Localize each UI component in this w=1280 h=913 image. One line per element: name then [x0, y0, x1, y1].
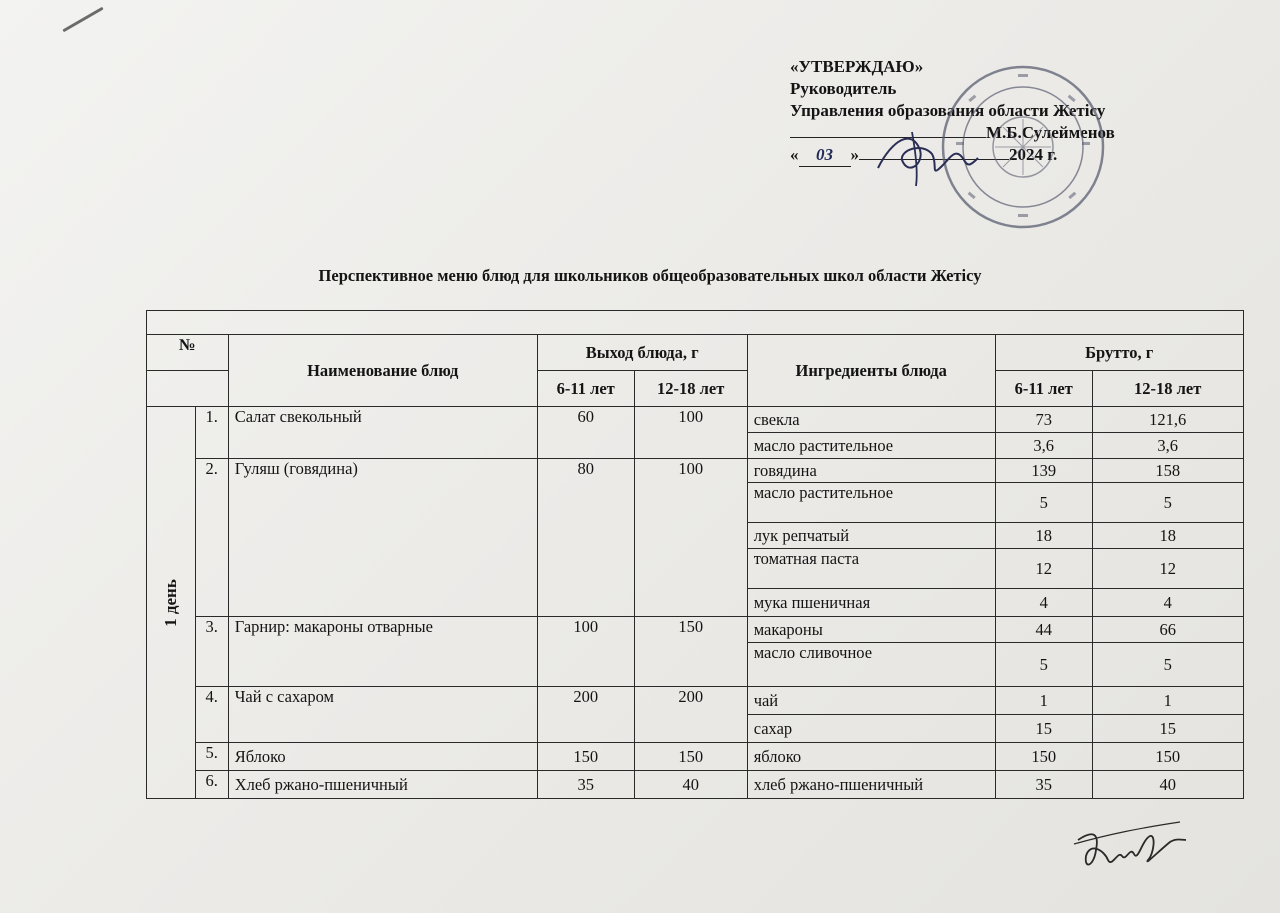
number-header: №: [147, 335, 229, 371]
ingredient-gross-6-11: 18: [995, 523, 1092, 549]
ingredient-gross-6-11: 1: [995, 687, 1092, 715]
gross-age-12-18: 12-18 лет: [1092, 371, 1243, 407]
approval-date-year: 2024 г.: [1009, 145, 1058, 164]
gross-age-6-11: 6-11 лет: [995, 371, 1092, 407]
day-label-cell: [147, 407, 196, 799]
ingredient-name: масло растительное: [747, 433, 995, 459]
ingredient-name: масло растительное: [747, 483, 995, 523]
ingredient-gross-12-18: 4: [1092, 589, 1243, 617]
dish-name: Гарнир: макароны отварные: [228, 617, 537, 687]
ingredient-name: говядина: [747, 459, 995, 483]
approval-position: Руководитель: [790, 79, 897, 98]
ingredient-name: яблоко: [747, 743, 995, 771]
ingredient-gross-12-18: 5: [1092, 643, 1243, 687]
signature-mark: [872, 120, 982, 190]
ingredient-gross-12-18: 66: [1092, 617, 1243, 643]
ingredient-gross-6-11: 35: [995, 771, 1092, 799]
ingredient-gross-12-18: 12: [1092, 549, 1243, 589]
dish-yield-12-18: 200: [634, 687, 747, 743]
week-header: [147, 311, 1244, 335]
ingredients-header: Ингредиенты блюда: [747, 335, 995, 407]
ingredient-name: томатная паста: [747, 549, 995, 589]
dish-name-header: Наименование блюд: [228, 335, 537, 407]
dish-yield-12-18: 40: [634, 771, 747, 799]
bottom-signature-mark: [1070, 810, 1190, 880]
ingredient-name: свекла: [747, 407, 995, 433]
dish-name: Яблоко: [228, 743, 537, 771]
dish-yield-12-18: 100: [634, 459, 747, 617]
dish-number: 4.: [195, 687, 228, 743]
yield-age-12-18: 12-18 лет: [634, 371, 747, 407]
page-title: Перспективное меню блюд для школьников общеобразовательных школ области Жетісу: [318, 266, 982, 285]
ingredient-gross-12-18: 18: [1092, 523, 1243, 549]
dish-yield-12-18: 100: [634, 407, 747, 459]
dish-yield-6-11: 150: [537, 743, 634, 771]
ingredient-name: чай: [747, 687, 995, 715]
ingredient-gross-12-18: 150: [1092, 743, 1243, 771]
ingredient-gross-12-18: 15: [1092, 715, 1243, 743]
ingredient-gross-12-18: 40: [1092, 771, 1243, 799]
yield-header: Выход блюда, г: [537, 335, 747, 371]
dish-number: 1.: [195, 407, 228, 459]
dish-number: 5.: [195, 743, 228, 771]
dish-yield-6-11: 35: [537, 771, 634, 799]
approval-organization: Управления образования области Жетісу: [790, 101, 1106, 120]
ingredient-name: мука пшеничная: [747, 589, 995, 617]
ingredient-name: масло сливочное: [747, 643, 995, 687]
approval-heading: «УТВЕРЖДАЮ»: [790, 57, 924, 76]
gross-header: Брутто, г: [995, 335, 1243, 371]
menu-table-wrap: [146, 310, 1244, 799]
dish-yield-12-18: 150: [634, 617, 747, 687]
ingredient-gross-12-18: 158: [1092, 459, 1243, 483]
dish-yield-12-18: 150: [634, 743, 747, 771]
ingredient-gross-6-11: 5: [995, 483, 1092, 523]
number-header-spacer: [147, 371, 229, 407]
ingredient-gross-12-18: 3,6: [1092, 433, 1243, 459]
day-label: 1 день: [160, 578, 180, 627]
dish-yield-6-11: 100: [537, 617, 634, 687]
ingredient-gross-12-18: 5: [1092, 483, 1243, 523]
approval-signer: М.Б.Сулейменов: [986, 123, 1115, 142]
dish-number: 6.: [195, 771, 228, 799]
ingredient-gross-12-18: 121,6: [1092, 407, 1243, 433]
yield-age-6-11: 6-11 лет: [537, 371, 634, 407]
ingredient-gross-6-11: 5: [995, 643, 1092, 687]
ingredient-gross-6-11: 44: [995, 617, 1092, 643]
dish-yield-6-11: 200: [537, 687, 634, 743]
dish-name: Хлеб ржано-пшеничный: [228, 771, 537, 799]
ingredient-name: макароны: [747, 617, 995, 643]
ingredient-gross-6-11: 73: [995, 407, 1092, 433]
ingredient-gross-6-11: 139: [995, 459, 1092, 483]
dish-name: Гуляш (говядина): [228, 459, 537, 617]
ingredient-name: сахар: [747, 715, 995, 743]
ingredient-gross-6-11: 15: [995, 715, 1092, 743]
dish-number: 2.: [195, 459, 228, 617]
ingredient-gross-6-11: 150: [995, 743, 1092, 771]
approval-date-day: 03: [799, 144, 851, 167]
ingredient-gross-6-11: 12: [995, 549, 1092, 589]
approval-date-line: « 03 » 2024 г.: [790, 144, 1115, 167]
ingredient-gross-6-11: 3,6: [995, 433, 1092, 459]
dish-number: 3.: [195, 617, 228, 687]
dish-name: Чай с сахаром: [228, 687, 537, 743]
ingredient-gross-12-18: 1: [1092, 687, 1243, 715]
menu-table: [146, 310, 1244, 799]
ingredient-gross-6-11: 4: [995, 589, 1092, 617]
dish-name: Салат свекольный: [228, 407, 537, 459]
dish-yield-6-11: 60: [537, 407, 634, 459]
ingredient-name: лук репчатый: [747, 523, 995, 549]
ingredient-name: хлеб ржано-пшеничный: [747, 771, 995, 799]
staple-mark: [62, 7, 103, 33]
dish-yield-6-11: 80: [537, 459, 634, 617]
